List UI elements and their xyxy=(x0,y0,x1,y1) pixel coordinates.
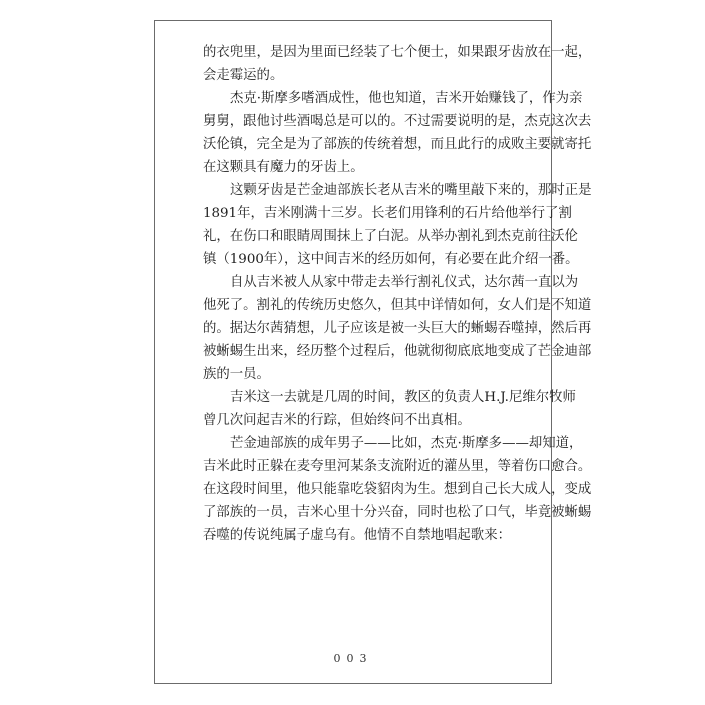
text-line: 1891年，吉米刚满十三岁。长老们用锋利的石片给他举行了割 xyxy=(203,206,572,221)
text-line: 吞噬的传说纯属子虚乌有。他情不自禁地唱起歌来： xyxy=(203,528,511,543)
text-line: 的。据达尔茜猜想，儿子应该是被一头巨大的蜥蜴吞噬掉，然后再 xyxy=(203,321,592,336)
text-line: 在这颗具有魔力的牙齿上。 xyxy=(203,160,364,175)
page-number: 003 xyxy=(333,652,373,665)
text-line: 舅舅，跟他讨些酒喝总是可以的。不过需要说明的是，杰克这次去 xyxy=(203,114,592,129)
text-line: 自从吉米被人从家中带走去举行割礼仪式，达尔茜一直以为 xyxy=(230,275,579,290)
text-line: 在这段时间里，他只能靠吃袋貂肉为生。想到自己长大成人，变成 xyxy=(203,482,592,497)
text-line: 的衣兜里，是因为里面已经装了七个便士，如果跟牙齿放在一起， xyxy=(203,45,592,60)
text-line: 礼，在伤口和眼睛周围抹上了白泥。从举办割礼到杰克前往沃伦 xyxy=(203,229,578,244)
body-text xyxy=(203,41,592,547)
paragraph-5 xyxy=(203,386,576,432)
book-page xyxy=(154,20,592,684)
paragraph-3 xyxy=(203,179,592,271)
paragraph-6 xyxy=(203,432,592,547)
paragraph-4 xyxy=(203,271,592,386)
text-line: 了部族的一员，吉米心里十分兴奋，同时也松了口气，毕竟被蜥蜴 xyxy=(203,505,592,520)
text-line: 吉米此时正躲在麦夸里河某条支流附近的灌丛里，等着伤口愈合。 xyxy=(203,459,592,474)
text-line: 被蜥蜴生出来，经历整个过程后，他就彻彻底底地变成了芒金迪部 xyxy=(203,344,592,359)
text-line: 会走霉运的。 xyxy=(203,68,284,83)
text-line: 芒金迪部族的成年男子——比如，杰克·斯摩多——却知道， xyxy=(230,436,583,451)
text-line: 镇（1900年），这中间吉米的经历如何，有必要在此介绍一番。 xyxy=(203,252,579,267)
paragraph-1 xyxy=(203,41,592,87)
paragraph-2 xyxy=(203,87,592,179)
text-line: 沃伦镇，完全是为了部族的传统着想，而且此行的成败主要就寄托 xyxy=(203,137,592,152)
text-line: 曾几次问起吉米的行踪，但始终问不出真相。 xyxy=(203,413,471,428)
text-line: 杰克·斯摩多嗜酒成性，他也知道，吉米开始赚钱了，作为亲 xyxy=(230,91,583,106)
text-line: 族的一员。 xyxy=(203,367,270,382)
text-line: 吉米这一去就是几周的时间，教区的负责人H.J.尼维尔牧师 xyxy=(230,390,576,405)
text-line: 他死了。割礼的传统历史悠久，但其中详情如何，女人们是不知道 xyxy=(203,298,592,313)
text-line: 这颗牙齿是芒金迪部族长老从吉米的嘴里敲下来的，那时正是 xyxy=(230,183,592,198)
